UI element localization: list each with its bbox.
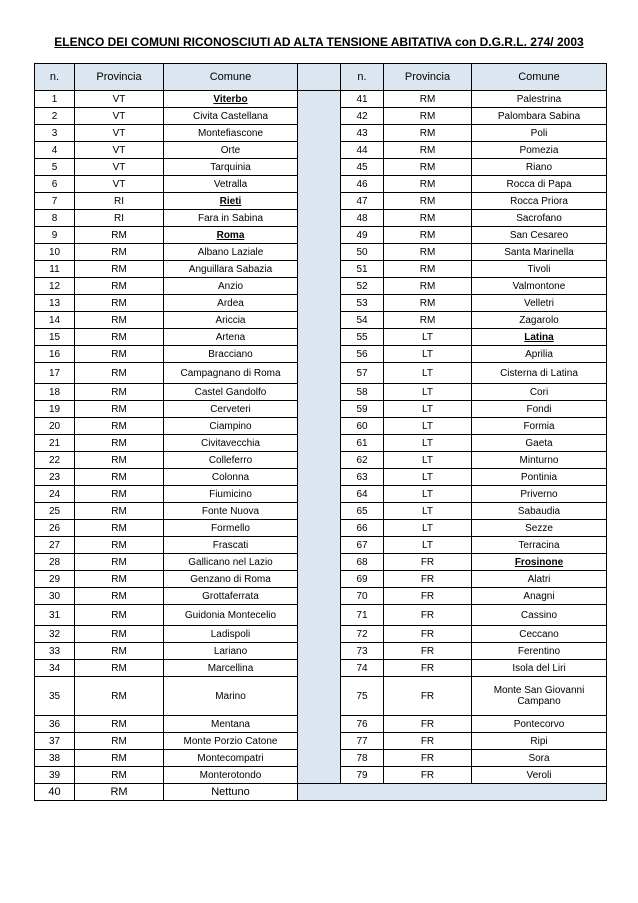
- right-comune: Rocca Priora: [472, 193, 607, 210]
- left-comune: Anguillara Sabazia: [164, 261, 298, 278]
- left-provincia: VT: [75, 159, 164, 176]
- left-n: 12: [35, 278, 75, 295]
- header-provincia-left: Provincia: [75, 64, 164, 91]
- right-provincia: RM: [384, 142, 472, 159]
- left-n: 40: [35, 784, 75, 801]
- left-n: 7: [35, 193, 75, 210]
- left-comune: Bracciano: [164, 346, 298, 363]
- right-comune: Latina: [472, 329, 607, 346]
- left-provincia: RM: [75, 452, 164, 469]
- right-n: 56: [341, 346, 384, 363]
- left-n: 1: [35, 91, 75, 108]
- left-provincia: RM: [75, 312, 164, 329]
- left-comune: Montecompatri: [164, 750, 298, 767]
- left-provincia: VT: [75, 176, 164, 193]
- right-provincia: FR: [384, 605, 472, 626]
- left-provincia: RM: [75, 227, 164, 244]
- right-provincia: RM: [384, 227, 472, 244]
- right-n: 48: [341, 210, 384, 227]
- table-row: [35, 784, 607, 801]
- left-n: 3: [35, 125, 75, 142]
- left-provincia: RI: [75, 193, 164, 210]
- right-n: 57: [341, 363, 384, 384]
- right-provincia: FR: [384, 716, 472, 733]
- left-provincia: RM: [75, 767, 164, 784]
- right-n: 44: [341, 142, 384, 159]
- left-n: 21: [35, 435, 75, 452]
- right-n: 47: [341, 193, 384, 210]
- table-header-row: [35, 64, 607, 91]
- left-provincia: RM: [75, 677, 164, 716]
- right-comune: Tivoli: [472, 261, 607, 278]
- left-comune: Rieti: [164, 193, 298, 210]
- right-n: 79: [341, 767, 384, 784]
- right-n: 67: [341, 537, 384, 554]
- right-comune: Santa Marinella: [472, 244, 607, 261]
- right-n: 74: [341, 660, 384, 677]
- right-n: 70: [341, 588, 384, 605]
- left-comune: Artena: [164, 329, 298, 346]
- left-provincia: RM: [75, 733, 164, 750]
- right-n: 72: [341, 626, 384, 643]
- left-n: 15: [35, 329, 75, 346]
- left-provincia: RM: [75, 401, 164, 418]
- left-provincia: RM: [75, 469, 164, 486]
- right-n: 42: [341, 108, 384, 125]
- left-comune: Genzano di Roma: [164, 571, 298, 588]
- right-n: 76: [341, 716, 384, 733]
- left-comune: Roma: [164, 227, 298, 244]
- right-comune: Ferentino: [472, 643, 607, 660]
- document-title: ELENCO DEI COMUNI RICONOSCIUTI AD ALTA TENSIONE ABITATIVA con D.G.R.L. 274/ 2003: [54, 35, 584, 49]
- right-provincia: LT: [384, 520, 472, 537]
- header-n-right: n.: [341, 64, 384, 91]
- left-comune: Vetralla: [164, 176, 298, 193]
- left-provincia: RM: [75, 329, 164, 346]
- left-provincia: RM: [75, 784, 164, 801]
- right-comune: Riano: [472, 159, 607, 176]
- left-n: 34: [35, 660, 75, 677]
- left-n: 17: [35, 363, 75, 384]
- right-provincia: LT: [384, 469, 472, 486]
- left-provincia: VT: [75, 91, 164, 108]
- right-n: 52: [341, 278, 384, 295]
- header-provincia-right: Provincia: [384, 64, 472, 91]
- left-n: 9: [35, 227, 75, 244]
- left-provincia: RM: [75, 750, 164, 767]
- left-n: 22: [35, 452, 75, 469]
- left-comune: Civita Castellana: [164, 108, 298, 125]
- right-n: 65: [341, 503, 384, 520]
- left-n: 18: [35, 384, 75, 401]
- left-comune: Grottaferrata: [164, 588, 298, 605]
- left-n: 2: [35, 108, 75, 125]
- left-provincia: RM: [75, 261, 164, 278]
- left-comune: Ladispoli: [164, 626, 298, 643]
- right-n: 64: [341, 486, 384, 503]
- right-provincia: LT: [384, 384, 472, 401]
- right-n: 45: [341, 159, 384, 176]
- right-n: 49: [341, 227, 384, 244]
- left-n: 6: [35, 176, 75, 193]
- left-n: 35: [35, 677, 75, 716]
- right-comune: Veroli: [472, 767, 607, 784]
- left-provincia: VT: [75, 125, 164, 142]
- left-comune: Monterotondo: [164, 767, 298, 784]
- left-provincia: RM: [75, 486, 164, 503]
- left-provincia: RM: [75, 605, 164, 626]
- left-n: 38: [35, 750, 75, 767]
- left-comune: Cerveteri: [164, 401, 298, 418]
- left-n: 29: [35, 571, 75, 588]
- left-comune: Castel Gandolfo: [164, 384, 298, 401]
- left-comune: Civitavecchia: [164, 435, 298, 452]
- header-n-left: n.: [35, 64, 75, 91]
- right-provincia: RM: [384, 261, 472, 278]
- left-provincia: RM: [75, 384, 164, 401]
- comuni-table: [34, 63, 607, 801]
- right-provincia: RM: [384, 278, 472, 295]
- right-n: 51: [341, 261, 384, 278]
- left-comune: Marcellina: [164, 660, 298, 677]
- right-comune: Palestrina: [472, 91, 607, 108]
- right-provincia: RM: [384, 193, 472, 210]
- left-n: 11: [35, 261, 75, 278]
- right-comune: Pomezia: [472, 142, 607, 159]
- right-comune: Alatri: [472, 571, 607, 588]
- right-provincia: LT: [384, 486, 472, 503]
- left-comune: Orte: [164, 142, 298, 159]
- right-comune: Cisterna di Latina: [472, 363, 607, 384]
- right-n: 62: [341, 452, 384, 469]
- left-n: 23: [35, 469, 75, 486]
- right-comune: Pontecorvo: [472, 716, 607, 733]
- right-n: 53: [341, 295, 384, 312]
- right-comune: Sezze: [472, 520, 607, 537]
- left-n: 32: [35, 626, 75, 643]
- right-comune: Sacrofano: [472, 210, 607, 227]
- right-n: 69: [341, 571, 384, 588]
- header-comune-left: Comune: [164, 64, 298, 91]
- left-n: 14: [35, 312, 75, 329]
- left-comune: Frascati: [164, 537, 298, 554]
- right-comune: Ceccano: [472, 626, 607, 643]
- right-comune: Valmontone: [472, 278, 607, 295]
- left-comune: Lariano: [164, 643, 298, 660]
- header-comune-right: Comune: [472, 64, 607, 91]
- left-comune: Mentana: [164, 716, 298, 733]
- right-provincia: LT: [384, 537, 472, 554]
- right-n: 77: [341, 733, 384, 750]
- left-n: 8: [35, 210, 75, 227]
- right-comune: Rocca di Papa: [472, 176, 607, 193]
- left-comune: Fiumicino: [164, 486, 298, 503]
- left-provincia: VT: [75, 142, 164, 159]
- right-n: 60: [341, 418, 384, 435]
- left-provincia: RM: [75, 537, 164, 554]
- left-comune: Fara in Sabina: [164, 210, 298, 227]
- right-provincia: LT: [384, 452, 472, 469]
- left-n: 13: [35, 295, 75, 312]
- left-provincia: RM: [75, 626, 164, 643]
- left-comune: Ciampino: [164, 418, 298, 435]
- right-comune: Frosinone: [472, 554, 607, 571]
- right-comune: Isola del Liri: [472, 660, 607, 677]
- right-provincia: RM: [384, 108, 472, 125]
- left-n: 36: [35, 716, 75, 733]
- right-provincia: RM: [384, 176, 472, 193]
- right-n: 61: [341, 435, 384, 452]
- left-provincia: RM: [75, 363, 164, 384]
- right-comune: Cassino: [472, 605, 607, 626]
- left-comune: Anzio: [164, 278, 298, 295]
- left-comune: Formello: [164, 520, 298, 537]
- left-comune: Viterbo: [164, 91, 298, 108]
- right-n: 78: [341, 750, 384, 767]
- right-comune: Terracina: [472, 537, 607, 554]
- left-comune: Colleferro: [164, 452, 298, 469]
- right-comune: Sora: [472, 750, 607, 767]
- left-n: 37: [35, 733, 75, 750]
- right-comune: Fondi: [472, 401, 607, 418]
- left-comune: Tarquinia: [164, 159, 298, 176]
- right-provincia: RM: [384, 210, 472, 227]
- right-n: 46: [341, 176, 384, 193]
- right-comune: Poli: [472, 125, 607, 142]
- left-provincia: RM: [75, 346, 164, 363]
- left-provincia: VT: [75, 108, 164, 125]
- right-n: 43: [341, 125, 384, 142]
- left-n: 16: [35, 346, 75, 363]
- left-n: 30: [35, 588, 75, 605]
- right-n: 58: [341, 384, 384, 401]
- right-provincia: FR: [384, 767, 472, 784]
- right-provincia: FR: [384, 677, 472, 716]
- right-provincia: FR: [384, 588, 472, 605]
- right-comune: Pontinia: [472, 469, 607, 486]
- right-n: 59: [341, 401, 384, 418]
- left-n: 27: [35, 537, 75, 554]
- right-n: 63: [341, 469, 384, 486]
- right-provincia: FR: [384, 626, 472, 643]
- right-comune: Aprilia: [472, 346, 607, 363]
- right-provincia: RM: [384, 312, 472, 329]
- right-provincia: FR: [384, 733, 472, 750]
- left-provincia: RI: [75, 210, 164, 227]
- right-provincia: RM: [384, 244, 472, 261]
- left-provincia: RM: [75, 660, 164, 677]
- left-provincia: RM: [75, 588, 164, 605]
- right-provincia: FR: [384, 660, 472, 677]
- right-comune: Ripi: [472, 733, 607, 750]
- right-provincia: FR: [384, 750, 472, 767]
- left-n: 28: [35, 554, 75, 571]
- right-n: 75: [341, 677, 384, 716]
- right-provincia: RM: [384, 125, 472, 142]
- left-comune: Ariccia: [164, 312, 298, 329]
- left-n: 5: [35, 159, 75, 176]
- left-comune: Gallicano nel Lazio: [164, 554, 298, 571]
- left-provincia: RM: [75, 643, 164, 660]
- left-provincia: RM: [75, 244, 164, 261]
- right-n: 66: [341, 520, 384, 537]
- right-provincia: LT: [384, 418, 472, 435]
- right-comune: San Cesareo: [472, 227, 607, 244]
- left-provincia: RM: [75, 295, 164, 312]
- right-provincia: RM: [384, 159, 472, 176]
- right-provincia: FR: [384, 643, 472, 660]
- left-comune: Marino: [164, 677, 298, 716]
- right-n: 68: [341, 554, 384, 571]
- right-provincia: RM: [384, 91, 472, 108]
- left-provincia: RM: [75, 571, 164, 588]
- left-comune: Nettuno: [164, 784, 298, 801]
- right-comune: Anagni: [472, 588, 607, 605]
- left-provincia: RM: [75, 520, 164, 537]
- right-comune: Cori: [472, 384, 607, 401]
- left-comune: Campagnano di Roma: [164, 363, 298, 384]
- left-n: 4: [35, 142, 75, 159]
- header-gap: [298, 64, 341, 91]
- right-n: 71: [341, 605, 384, 626]
- right-comune: Formia: [472, 418, 607, 435]
- left-n: 20: [35, 418, 75, 435]
- column-gap: [298, 91, 341, 784]
- right-provincia: LT: [384, 363, 472, 384]
- left-n: 33: [35, 643, 75, 660]
- right-provincia: LT: [384, 435, 472, 452]
- right-n: 54: [341, 312, 384, 329]
- left-provincia: RM: [75, 435, 164, 452]
- left-comune: Colonna: [164, 469, 298, 486]
- right-comune: Sabaudia: [472, 503, 607, 520]
- right-n: 41: [341, 91, 384, 108]
- left-comune: Fonte Nuova: [164, 503, 298, 520]
- right-provincia: LT: [384, 503, 472, 520]
- left-comune: Guidonia Montecelio: [164, 605, 298, 626]
- left-n: 10: [35, 244, 75, 261]
- left-comune: Ardea: [164, 295, 298, 312]
- left-n: 39: [35, 767, 75, 784]
- right-provincia: LT: [384, 329, 472, 346]
- left-comune: Monte Porzio Catone: [164, 733, 298, 750]
- left-provincia: RM: [75, 418, 164, 435]
- right-comune: Zagarolo: [472, 312, 607, 329]
- left-provincia: RM: [75, 503, 164, 520]
- right-comune: Gaeta: [472, 435, 607, 452]
- right-provincia: LT: [384, 346, 472, 363]
- left-n: 31: [35, 605, 75, 626]
- left-provincia: RM: [75, 554, 164, 571]
- right-n: 50: [341, 244, 384, 261]
- table-body: [35, 91, 607, 801]
- right-provincia: LT: [384, 401, 472, 418]
- right-provincia: FR: [384, 571, 472, 588]
- left-provincia: RM: [75, 716, 164, 733]
- right-comune: Palombara Sabina: [472, 108, 607, 125]
- right-comune: Priverno: [472, 486, 607, 503]
- right-n: 73: [341, 643, 384, 660]
- empty-cell: [298, 784, 607, 801]
- right-comune: Velletri: [472, 295, 607, 312]
- left-n: 25: [35, 503, 75, 520]
- left-n: 26: [35, 520, 75, 537]
- left-comune: Albano Laziale: [164, 244, 298, 261]
- right-comune: Minturno: [472, 452, 607, 469]
- left-provincia: RM: [75, 278, 164, 295]
- right-provincia: RM: [384, 295, 472, 312]
- left-n: 19: [35, 401, 75, 418]
- right-comune: Monte San Giovanni Campano: [472, 677, 607, 716]
- right-provincia: FR: [384, 554, 472, 571]
- table-row: [35, 91, 607, 108]
- left-comune: Montefiascone: [164, 125, 298, 142]
- right-n: 55: [341, 329, 384, 346]
- left-n: 24: [35, 486, 75, 503]
